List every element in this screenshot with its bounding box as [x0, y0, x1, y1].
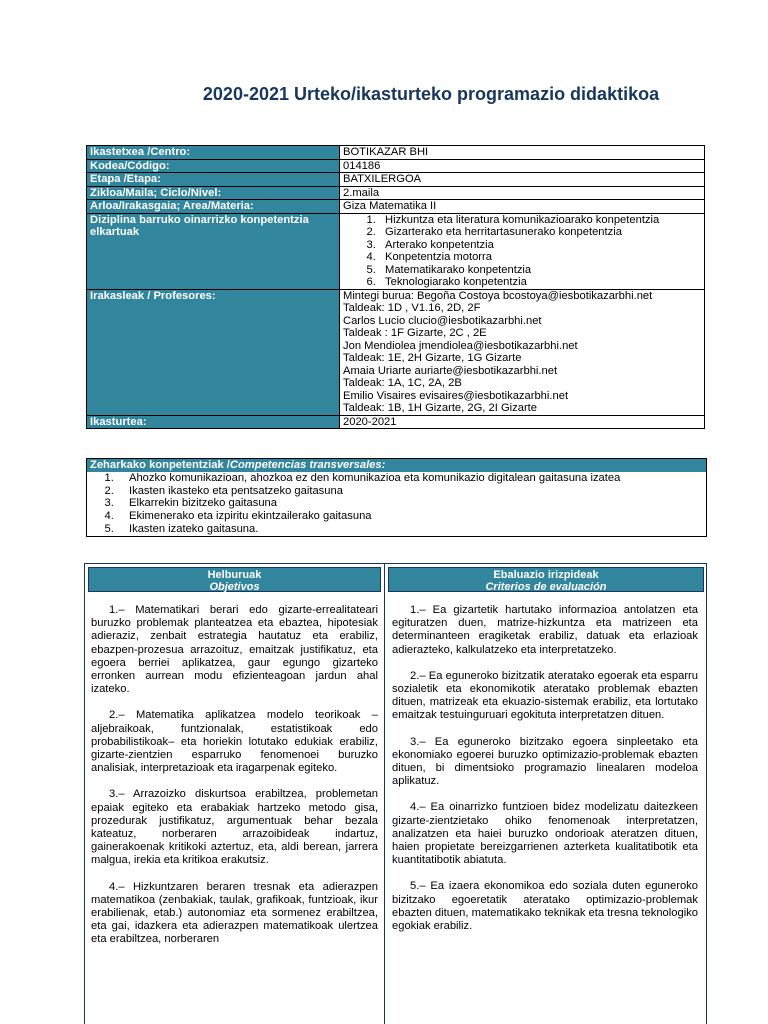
criteria-header-eu: Ebaluazio irizpideak: [493, 569, 599, 581]
profesor-line: Mintegi burua: Begoña Costoya bcostoya@iesbotikazarbhi.net: [343, 289, 653, 302]
profesor-line: Emilio Visaires evisaires@iesbotikazarbhi.net: [343, 389, 569, 402]
list-item: 2. Ikasten ikasteko eta pentsatzeko gaitasuna: [117, 485, 706, 498]
objective-paragraph: 2.– Matematika aplikatzea modelo teorikoak – aljebraikoak, funtzionalak, estatistikoak edo probabilistikoak– eta horiekin lotutako edukiak erabiliz, gizarte-zientzien esparruko fenomenoei buruzko analisiak, interpretazioak eta iragarpenak egiteko.: [91, 709, 378, 775]
objective-paragraph: 1.– Matematikari berari edo gizarte-errealitateari buruzko problemak planteatzea eta ebaztea, hipotesiak adieraziz, zenbait estrategia hautatuz eta erabiliz, ebazpen-prozesua arrazoituz, emaitzak justifikatuz, eta egoera berriei aplikatzea, gaur egungo gizarteko erronken aurrean modu efizienteagoan jardun ahal izateko.: [91, 604, 378, 696]
list-item: 1. Ahozko komunikazioan, ahozkoa ez den komunikazioa eta komunikazio digitalean gaitasuna izatea: [117, 472, 706, 485]
criteria-header-es: Criterios de evaluación: [485, 581, 607, 593]
profesor-line: Taldeak: 1B, 1H Gizarte, 2G, 2I Gizarte: [343, 402, 537, 414]
etapa-value: BATXILERGOA: [340, 173, 705, 187]
profesor-line: Taldeak: 1A, 1C, 2A, 2B: [343, 377, 462, 389]
document-title: 2020-2021 Urteko/ikasturteko programazio didaktikoa: [202, 84, 660, 104]
objective-paragraph: 3.– Arrazoizko diskurtsoa erabiltzea, problemetan epaiak egiteko eta erabakiak hartzeko metodo gisa, prozedurak justifikatuz, argumentuak behar bezala kateatuz, norberaren arrazoibideak indartuz, gainerakoenak kritikoki aztertuz, eta, aldi berean, jarrera malgua, irekia eta kritikoa erakutsiz.: [91, 788, 378, 867]
codigo-value: 014186: [340, 159, 705, 173]
list-item: 1. Hizkuntza eta literatura komunikazioarako konpetentzia: [379, 214, 701, 227]
table-row: [87, 173, 705, 187]
ikasturtea-value: 2020-2021: [340, 415, 705, 429]
materia-value: Giza Matematika II: [340, 200, 705, 214]
list-item: 2. Gizarterako eta herritartasunerako konpetentzia: [379, 226, 701, 239]
table-row: [87, 186, 705, 200]
materia-label: Arloa/Irakasgaia; Area/Materia:: [87, 200, 340, 214]
list-item: 4. Konpetentzia motorra: [379, 251, 701, 264]
criteria-paragraph: 5.– Ea izaera ekonomikoa edo soziala duten eguneroko bizitzako egoeretatik ateratako optimizazio-problemak ebazten dituen, matematikako teknikak eta tresna teknologiko egokiak erabiliz.: [392, 880, 698, 933]
objectives-text: [91, 604, 378, 960]
table-row: [87, 200, 705, 214]
profesor-line: Taldeak: 1E, 2H Gizarte, 1G Gizarte: [343, 352, 522, 364]
objective-paragraph: 4.– Hizkuntzaren beraren tresnak eta adierazpen matematikoa (zenbakiak, taulak, grafikoak, funtzioak, ikur erabilienak, etab.) autonomiaz eta sormenez erabiltzea, eta gai, idazkera eta adierazpen matematikoak ulertzea eta erabiltzea, norberaren: [91, 880, 378, 946]
objectives-header-eu: Helburuak: [207, 569, 262, 581]
table-row: [87, 415, 705, 429]
list-item: 3. Elkarrekin bizitzeko gaitasuna: [117, 497, 706, 510]
konpetentzia-value: [340, 213, 705, 289]
nivel-label: Zikloa/Maila; Ciclo/Nivel:: [87, 186, 340, 200]
profesor-line: Jon Mendiolea jmendiolea@iesbotikazarbhi.net: [343, 339, 578, 352]
ikasturtea-label: Ikasturtea:: [87, 415, 340, 429]
transversal-competences-box: [86, 458, 707, 537]
column-divider: [384, 564, 385, 1024]
transversal-list: [87, 472, 706, 536]
table-row: [87, 146, 705, 160]
transversal-header: [87, 459, 706, 472]
nivel-value: 2.maila: [340, 186, 705, 200]
criteria-paragraph: 1.– Ea gizartetik hartutako informazioa antolatzen eta egituratzen duen, matrize-hizkuntza eta matrizeen eta determinanteen eragiketak erabiliz, datuak eta erlazioak adierazteko, kalkulatzeko eta interpretatzeko.: [392, 604, 698, 656]
profesores-value: [340, 289, 705, 415]
criteria-paragraph: 3.– Ea eguneroko bizitzako egoera sinpleetako eta ekonomiako egoerei buruzko optimizazio-problemak ebazten dituen, bi dimentsioko programazio linealaren modeloa aplikatuz.: [392, 735, 698, 788]
table-row: [87, 159, 705, 173]
profesores-label: Irakasleak / Profesores:: [87, 289, 340, 415]
profesor-line: Carlos Lucio clucio@iesbotikazarbhi.net: [343, 314, 542, 327]
criteria-text: [392, 604, 698, 946]
list-item: 5. Matematikarako konpetentzia: [379, 264, 701, 277]
objectives-header-es: Objetivos: [209, 581, 260, 593]
centro-label: Ikastetxea /Centro:: [87, 146, 340, 160]
criteria-header: [388, 567, 704, 592]
list-item: 6. Teknologiarako konpetentzia: [379, 276, 701, 289]
etapa-label: Etapa /Etapa:: [87, 173, 340, 187]
criteria-paragraph: 4.– Ea oinarrizko funtzioen bidez modelizatu daitezkeen gizarte-zientzietako ohiko fenomenoak interpretatzen, analizatzen eta haiei buruzko ondorioak ateratzen dituen, haien propietate bereizgarrienen azterketa kualitatibotik eta kuantitatibotik abiatuta.: [392, 801, 698, 867]
profesor-line: Taldeak : 1F Gizarte, 2C , 2E: [343, 327, 487, 339]
konpetentzia-list: [343, 214, 701, 289]
table-row: [87, 289, 705, 415]
info-table: [86, 145, 705, 429]
profesor-line: Taldeak: 1D , V1.16, 2D, 2F: [343, 302, 481, 314]
transversal-header-eu: Zeharkako konpetentziak /: [90, 459, 230, 471]
list-item: 4. Ekimenerako eta izpiritu ekintzailerako gaitasuna: [117, 510, 706, 523]
objectives-criteria-table: [84, 563, 707, 1024]
table-row: [87, 213, 705, 289]
centro-value: BOTIKAZAR BHI: [340, 146, 705, 160]
konpetentzia-label: Diziplina barruko oinarrizko konpetentzia elkartuak: [87, 213, 340, 289]
transversal-header-es: Competencias transversales:: [229, 459, 386, 471]
criteria-paragraph: 2.– Ea eguneroko bizitzatik ateratako egoerak eta esparru sozialetik eta ekonomikotik ateratako problemak ebazten dituen, matrizeak eta ekuazio-sistemak erabiliz, eta lortutako emaitzak testuinguruari egokituta interpretatzen dituen.: [392, 669, 698, 722]
list-item: 3. Arterako konpetentzia: [379, 239, 701, 252]
codigo-label: Kodea/Código:: [87, 159, 340, 173]
profesor-line: Amaia Uriarte auriarte@iesbotikazarbhi.net: [343, 364, 558, 377]
objectives-header: [88, 567, 381, 592]
list-item: 5. Ikasten izateko gaitasuna.: [117, 523, 706, 536]
